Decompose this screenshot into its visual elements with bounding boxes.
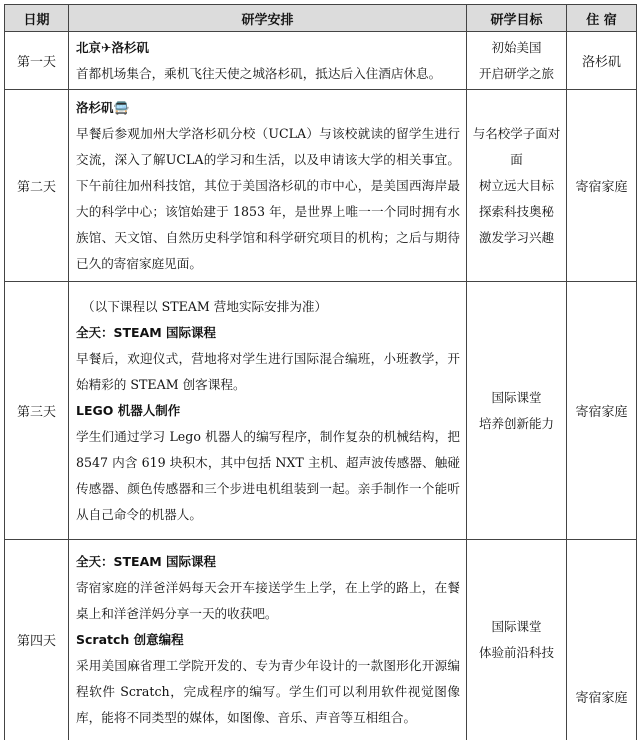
day1-title: 北京✈洛杉矶 <box>76 39 149 55</box>
day4-stay: 寄宿家庭 <box>567 540 637 740</box>
day3-text-2: 学生们通过学习 Lego 机器人的编写程序，制作复杂的机械结构，把 8547 内含 619 块积木，其中包括 NXT 主机、超声波传感器、触碰传感器、颜色传感器和三个步进电机组装到一起。亲手制作一个能听从自己命令的机器人。 <box>76 428 460 522</box>
day1-goal <box>467 32 567 90</box>
day4-goal <box>467 540 567 740</box>
day2-title: 洛杉矶🚍 <box>76 99 130 115</box>
day4-goal-1: 国际课堂 <box>491 618 542 634</box>
day3-note: （以下课程以 STEAM 营地实际安排为准） <box>82 298 328 314</box>
day3-goal-1: 国际课堂 <box>491 389 542 405</box>
day4-plan <box>69 540 467 740</box>
day3-goal <box>467 282 567 540</box>
day4-date: 第四天 <box>5 540 69 740</box>
day4-row <box>5 540 637 740</box>
day2-goal-2: 树立远大目标 <box>478 177 554 193</box>
day4-title-2: Scratch 创意编程 <box>76 631 184 647</box>
day1-row <box>5 32 637 90</box>
header-date: 日期 <box>5 5 69 32</box>
day2-row <box>5 90 637 282</box>
day2-text: 早餐后参观加州大学洛杉矶分校（UCLA）与该校就读的留学生进行交流，深入了解UCLA的学习和生活，以及申请该大学的相关事宜。下午前往加州科技馆，其位于美国洛杉矶的市中心，是美国西海岸最大的科学中心；该馆始建于 1853 年，是世界上唯一一个同时拥有水族馆、天文馆、自然历史科学馆和科学研究项目的机构；之后与期待已久的寄宿家庭见面。 <box>76 125 460 271</box>
day2-goal-4: 激发学习兴趣 <box>478 229 554 245</box>
header-row <box>5 5 637 32</box>
day3-title-2: LEGO 机器人制作 <box>76 402 181 418</box>
header-stay: 住 宿 <box>567 5 637 32</box>
day1-plan <box>69 32 467 90</box>
day2-date: 第二天 <box>5 90 69 282</box>
day2-stay: 寄宿家庭 <box>567 90 637 282</box>
header-goal: 研学目标 <box>467 5 567 32</box>
day1-stay: 洛杉矶 <box>567 32 637 90</box>
day2-goal <box>467 90 567 282</box>
day1-goal-2: 开启研学之旅 <box>478 65 554 81</box>
day1-date: 第一天 <box>5 32 69 90</box>
day4-text-1: 寄宿家庭的洋爸洋妈每天会开车接送学生上学，在上学的路上，在餐桌上和洋爸洋妈分享一天的收获吧。 <box>76 579 460 621</box>
day3-text-1: 早餐后，欢迎仪式，营地将对学生进行国际混合编班，小班教学，开始精彩的 STEAM 创客课程。 <box>76 350 460 392</box>
header-plan: 研学安排 <box>69 5 467 32</box>
day4-goal-2: 体验前沿科技 <box>478 644 554 660</box>
day2-goal-1: 与名校学子面对面 <box>472 125 561 167</box>
day4-text-2: 采用美国麻省理工学院开发的、专为青少年设计的一款图形化开源编程软件 Scratch，完成程序的编写。学生们可以利用软件视觉图像库，能将不同类型的媒体，如图像、音乐、声音等互相组合。 <box>76 657 460 725</box>
day3-stay: 寄宿家庭 <box>567 282 637 540</box>
day3-goal-2: 培养创新能力 <box>478 415 554 431</box>
day3-plan <box>69 282 467 540</box>
day2-plan <box>69 90 467 282</box>
day2-goal-3: 探索科技奥秘 <box>478 203 554 219</box>
day3-row <box>5 282 637 540</box>
day4-title-1: 全天：STEAM 国际课程 <box>76 553 217 569</box>
itinerary-table <box>4 4 637 740</box>
day3-date: 第三天 <box>5 282 69 540</box>
day1-text: 首都机场集合，乘机飞往天使之城洛杉矶，抵达后入住酒店休息。 <box>76 65 442 81</box>
day3-title-1: 全天：STEAM 国际课程 <box>76 324 217 340</box>
day1-goal-1: 初始美国 <box>491 39 542 55</box>
